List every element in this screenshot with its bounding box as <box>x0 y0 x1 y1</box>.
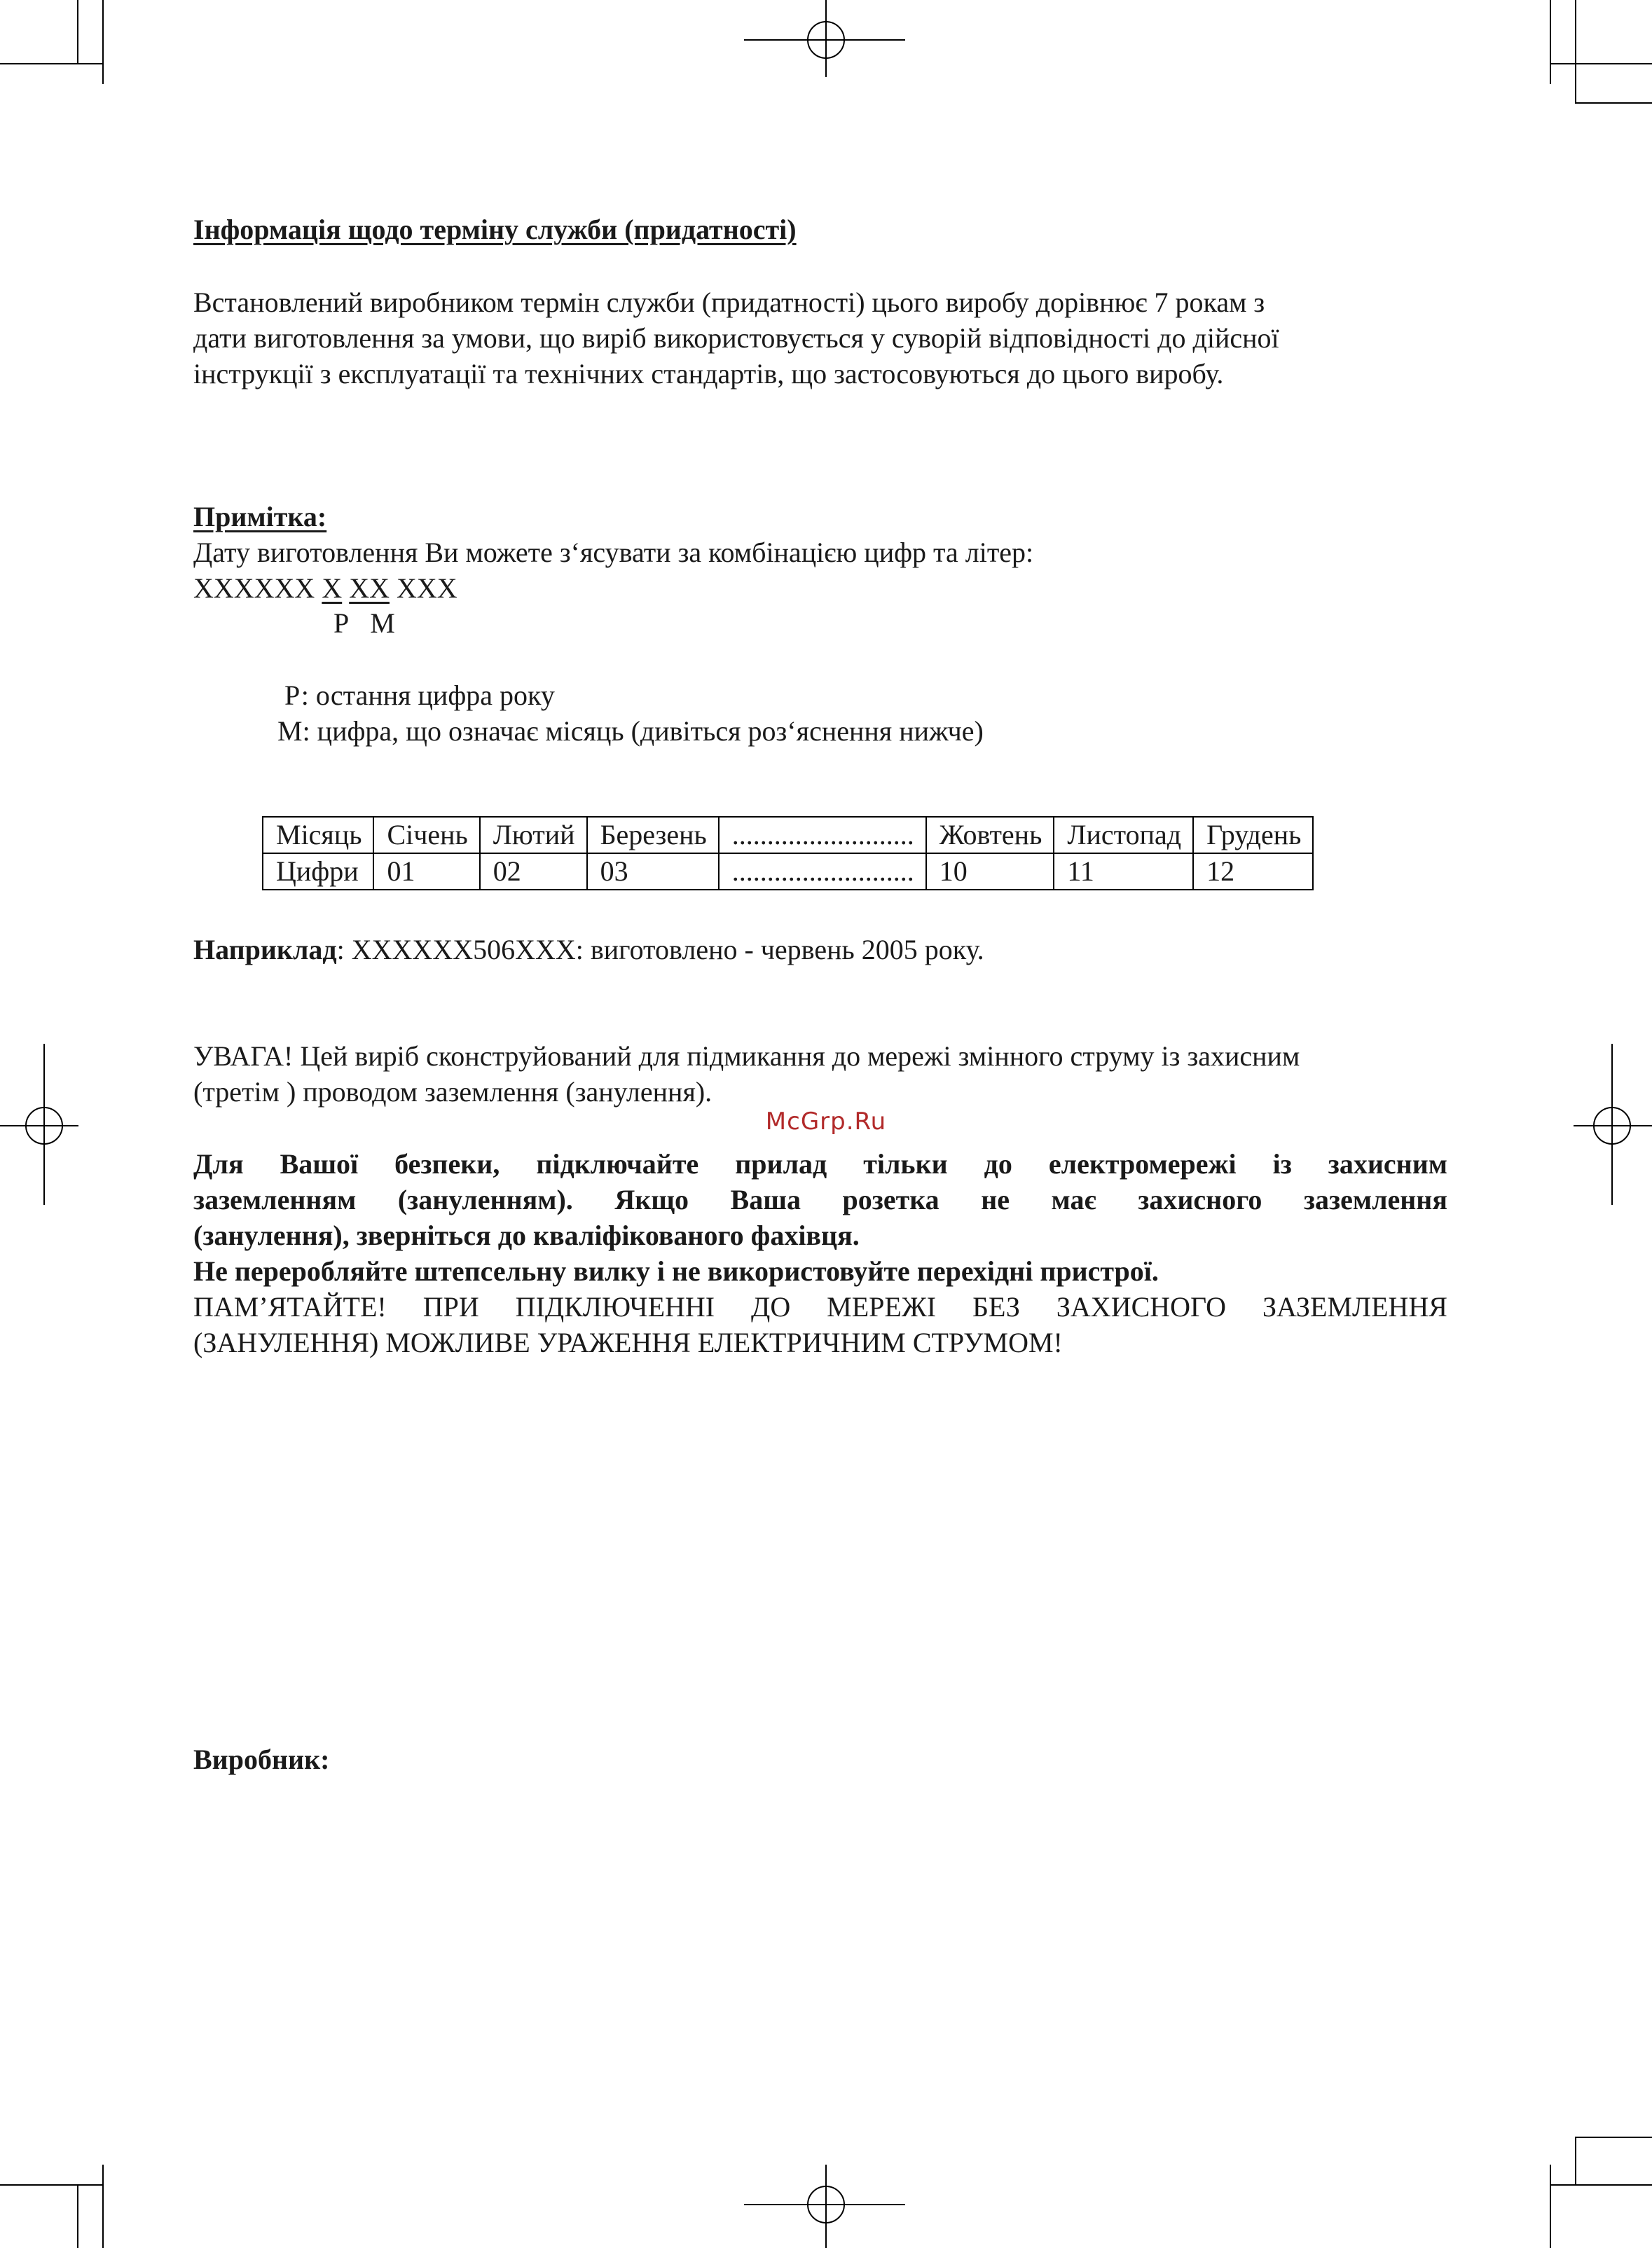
legend-year: Р: остання цифра року <box>284 680 555 711</box>
note-line: Дату виготовлення Ви можете з‘ясувати за комбінацією цифр та літер: <box>193 537 1034 568</box>
warning-line-1: УВАГА! Цей виріб сконструйований для підмикання до мережі змінного струму із захисним <box>193 1040 1300 1072</box>
table-cell: 03 <box>587 853 719 890</box>
safety-line-3: (занулення), зверніться до кваліфікованого фахівця. <box>193 1220 860 1251</box>
table-cell: Листопад <box>1054 817 1193 853</box>
example-text: : XXXXXX506XXX: виготовлено - червень 2005 року. <box>336 934 984 965</box>
table-cell: Місяць <box>263 817 373 853</box>
section-title: Інформація щодо терміну служби (придатності) <box>193 214 797 245</box>
table-cell: Грудень <box>1193 817 1313 853</box>
safety-line-2: заземленням (зануленням). Якщо Ваша розетка не має захисного заземлення <box>193 1184 1447 1215</box>
table-cell: Цифри <box>263 853 373 890</box>
table-cell: 12 <box>1193 853 1313 890</box>
table-cell: .......................... <box>719 853 926 890</box>
table-cell: 10 <box>926 853 1054 890</box>
table-cell: 01 <box>373 853 479 890</box>
note-title: Примітка: <box>193 501 327 532</box>
caps-warning-line-1: ПАМ’ЯТАЙТЕ! ПРИ ПІДКЛЮЧЕННІ ДО МЕРЕЖІ БЕЗ ЗАХИСНОГО ЗАЗЕМЛЕННЯ <box>193 1291 1447 1323</box>
table-cell: 02 <box>480 853 587 890</box>
table-cell: Січень <box>373 817 479 853</box>
warning-line-2: (третім ) проводом заземлення (занулення). <box>193 1076 713 1108</box>
table-cell: Жовтень <box>926 817 1054 853</box>
table-cell: .......................... <box>719 817 926 853</box>
caps-warning-line-2: (ЗАНУЛЕННЯ) МОЖЛИВЕ УРАЖЕННЯ ЕЛЕКТРИЧНИМ СТРУМОМ! <box>193 1327 1063 1358</box>
code-prefix: XXXXXX <box>193 572 315 604</box>
code-year: X <box>322 572 343 604</box>
table-cell: Березень <box>587 817 719 853</box>
service-life-line-3: інструкції з експлуатації та технічних стандартів, що застосовуються до цього виробу. <box>193 358 1224 389</box>
safety-line-1: Для Вашої безпеки, підключайте прилад тільки до електромережі із захисним <box>193 1148 1447 1180</box>
code-month: XX <box>349 572 390 604</box>
date-code <box>193 570 457 606</box>
month-code-table <box>262 816 1314 890</box>
service-life-line-2: дати виготовлення за умови, що виріб використовується у суворій відповідності до дійсної <box>193 322 1279 354</box>
code-labels: Р М <box>333 607 395 639</box>
table-row <box>263 853 1313 890</box>
example-line <box>193 932 984 967</box>
table-cell: 11 <box>1054 853 1193 890</box>
service-life-line-1: Встановлений виробником термін служби (придатності) цього виробу дорівнює 7 рокам з <box>193 287 1265 318</box>
plug-warning: Не переробляйте штепсельну вилку і не використовуйте перехідні пристрої. <box>193 1255 1159 1287</box>
legend-month: М: цифра, що означає місяць (дивіться роз‘яснення нижче) <box>277 715 984 747</box>
example-label: Наприклад <box>193 934 337 965</box>
manufacturer-label: Виробник: <box>193 1744 330 1775</box>
code-suffix: XXX <box>397 572 457 604</box>
table-cell: Лютий <box>480 817 587 853</box>
table-row <box>263 817 1313 853</box>
watermark: McGrp.Ru <box>765 1108 887 1136</box>
